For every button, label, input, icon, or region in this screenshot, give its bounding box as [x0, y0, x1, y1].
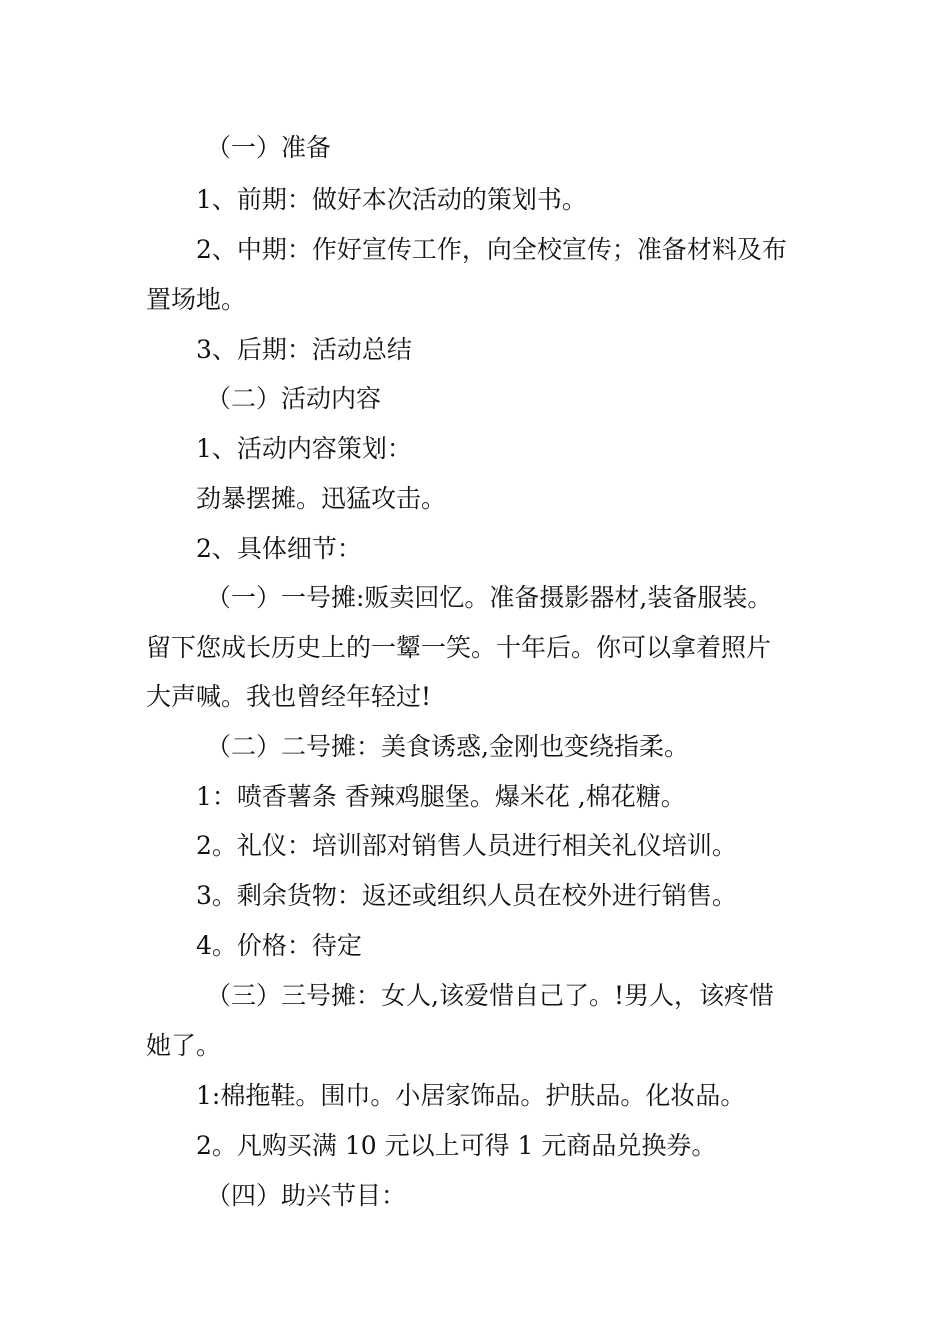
list-item-mid-stage-continued: 置场地。: [146, 285, 247, 314]
paragraph-stall-two: （二）二号摊：美食诱惑,金刚也变绕指柔。: [206, 732, 689, 761]
list-item-voucher: 2。凡购买满 10 元以上可得 1 元商品兑换券。: [196, 1131, 717, 1160]
list-item-goods: 1:棉拖鞋。围巾。小居家饰品。护肤品。化妆品。: [196, 1081, 746, 1110]
section-heading-activity-content: （二）活动内容: [206, 384, 382, 413]
list-item-content-planning: 1、活动内容策划：: [196, 434, 412, 463]
list-item-details: 2、具体细节：: [196, 534, 362, 563]
paragraph-stall-three: （三）三号摊：女人,该爱惜自己了。!男人，该疼惜: [206, 981, 774, 1010]
paragraph-stall-one: （一）一号摊:贩卖回忆。准备摄影器材,装备服装。: [206, 583, 773, 612]
section-heading-preparation: （一）准备: [206, 133, 332, 162]
paragraph-stall-three-continued: 她了。: [146, 1031, 222, 1060]
list-item-late-stage: 3、后期：活动总结: [196, 335, 412, 364]
list-item-mid-stage: 2、中期：作好宣传工作，向全校宣传；准备材料及布: [196, 235, 787, 264]
paragraph-stall-one-end: 大声喊。我也曾经年轻过!: [146, 682, 432, 711]
list-item-price: 4。价格：待定: [196, 931, 362, 960]
list-item-etiquette: 2。礼仪：培训部对销售人员进行相关礼仪培训。: [196, 831, 737, 860]
section-heading-entertainment: （四）助兴节目：: [206, 1181, 407, 1210]
paragraph-stall-one-continued: 留下您成长历史上的一颦一笑。十年后。你可以拿着照片: [146, 633, 772, 662]
list-item-remaining-goods: 3。剩余货物：返还或组织人员在校外进行销售。: [196, 881, 737, 910]
list-item-early-stage: 1、前期：做好本次活动的策划书。: [196, 185, 587, 214]
list-item-food: 1：喷香薯条 香辣鸡腿堡。爆米花 ,棉花糖。: [196, 782, 686, 811]
paragraph-stall-theme: 劲暴摆摊。迅猛攻击。: [196, 484, 447, 513]
